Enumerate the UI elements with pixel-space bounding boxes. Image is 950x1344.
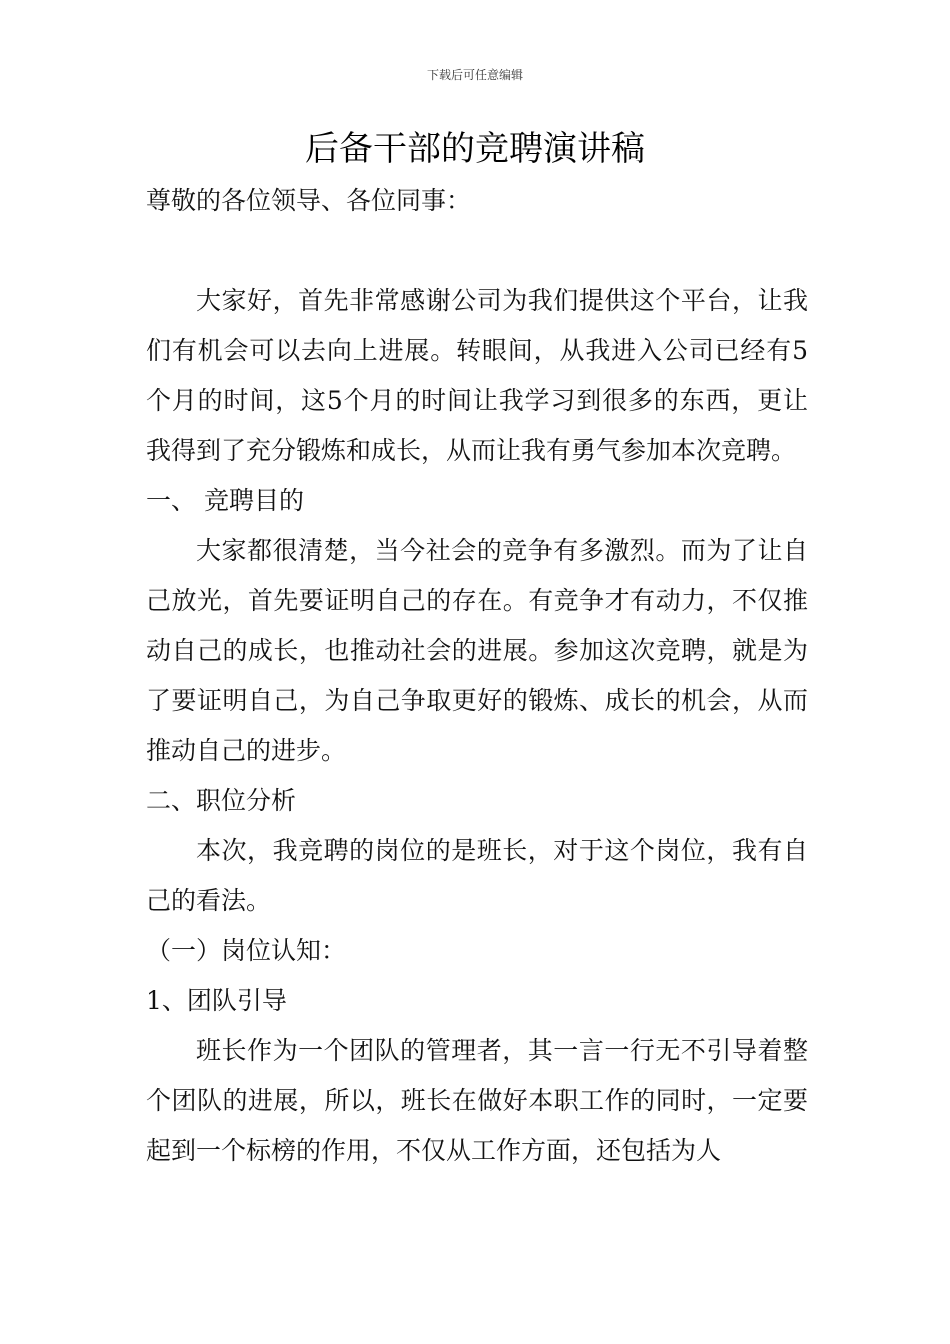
paragraph-position: 本次，我竞聘的岗位的是班长，对于这个岗位，我有自己的看法。: [146, 836, 808, 915]
item-heading-team-guidance: 1、团队引导: [146, 986, 287, 1015]
document-title: 后备干部的竞聘演讲稿: [305, 129, 645, 169]
section-heading-position-analysis: 二、职位分析: [146, 786, 297, 815]
subsection-heading-role-awareness: （一）岗位认知：: [146, 936, 347, 965]
section-heading-purpose: 一、 竞聘目的: [146, 486, 304, 515]
paragraph-intro: 大家好，首先非常感谢公司为我们提供这个平台，让我们有机会可以去向上进展。转眼间，从我进入公司已经有5个月的时间，这5个月的时间让我学习到很多的东西，更让我得到了充分锻炼和成长，从而让我有勇气参加本次竞聘。: [146, 286, 808, 465]
document-body: [146, 176, 808, 1176]
paragraph-purpose: 大家都很清楚，当今社会的竞争有多激烈。而为了让自己放光，首先要证明自己的存在。有竞争才有动力，不仅推动自己的成长，也推动社会的进展。参加这次竞聘，就是为了要证明自己，为自己争取更好的锻炼、成长的机会，从而推动自己的进步。: [146, 536, 808, 765]
salutation: 尊敬的各位领导、各位同事：: [146, 186, 472, 215]
blank-line: [146, 226, 808, 276]
page-header-note: 下载后可任意编辑: [426, 68, 523, 82]
paragraph-team-guidance: 班长作为一个团队的管理者，其一言一行无不引导着整个团队的进展，所以，班长在做好本职工作的同时，一定要起到一个标榜的作用，不仅从工作方面，还包括为人: [146, 1036, 808, 1165]
